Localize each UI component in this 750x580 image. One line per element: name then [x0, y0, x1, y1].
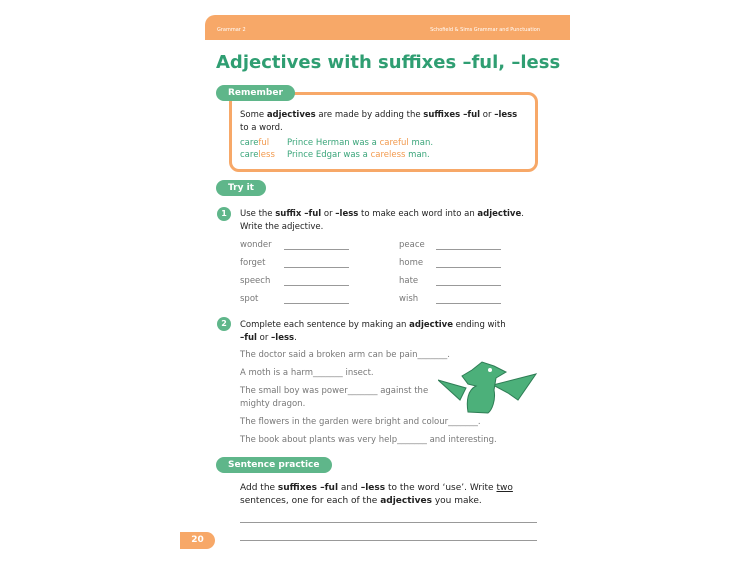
answer-line[interactable]	[284, 267, 349, 268]
sentence-answer-line[interactable]	[240, 522, 537, 523]
page-header	[205, 15, 570, 40]
word-left: spot	[240, 294, 259, 304]
answer-line[interactable]	[436, 267, 501, 268]
answer-line[interactable]	[284, 285, 349, 286]
header-right: Schofield & Sims Grammar and Punctuation	[430, 27, 540, 33]
answer-line[interactable]	[436, 249, 501, 250]
remember-label: Remember	[216, 85, 295, 101]
question-number-2: 2	[217, 317, 231, 331]
practice-instructions: Add the suffixes –ful and –less to the word ‘use’. Write two sentences, one for each of the adjectives you make.	[240, 483, 513, 506]
page-title: Adjectives with suffixes –ful, –less	[216, 52, 561, 73]
example-careful: careful	[240, 138, 270, 148]
word-left: wonder	[240, 240, 272, 250]
answer-line[interactable]	[284, 249, 349, 250]
q2-sentence: The small boy was power_______ against the	[240, 386, 429, 396]
try-it-label: Try it	[216, 180, 266, 196]
remember-text: Some adjectives are made by adding the suffixes –ful or –less to a word.	[240, 110, 518, 133]
example-careless: careless	[240, 150, 275, 160]
example-sentence-2: Prince Edgar was a careless man.	[287, 150, 430, 160]
answer-line[interactable]	[284, 303, 349, 304]
q2-sentence: The doctor said a broken arm can be pain_______.	[240, 350, 450, 360]
answer-line[interactable]	[436, 303, 501, 304]
sentence-answer-line[interactable]	[240, 540, 537, 541]
word-left: forget	[240, 258, 266, 268]
question-number-1: 1	[217, 207, 231, 221]
q2-sentence: A moth is a harm_______ insect.	[240, 368, 374, 378]
word-right: peace	[399, 240, 425, 250]
q2-sentence: mighty dragon.	[240, 399, 306, 409]
q2-sentence: The book about plants was very help_______ and interesting.	[240, 435, 497, 445]
q2-sentence: The flowers in the garden were bright and colour_______.	[240, 417, 481, 427]
word-right: home	[399, 258, 424, 268]
q2-instructions: Complete each sentence by making an adjective ending with –ful or –less.	[240, 320, 506, 343]
sentence-practice-label: Sentence practice	[216, 457, 332, 473]
q1-instructions: Use the suffix –ful or –less to make each word into an adjective. Write the adjective.	[240, 209, 524, 232]
example-sentence-1: Prince Herman was a careful man.	[287, 138, 434, 148]
word-right: hate	[399, 276, 419, 286]
page-number: 20	[180, 532, 215, 549]
word-right: wish	[399, 294, 419, 304]
dragon-illustration	[438, 360, 538, 415]
header-left: Grammar 2	[217, 27, 246, 33]
answer-line[interactable]	[436, 285, 501, 286]
word-left: speech	[240, 276, 271, 286]
